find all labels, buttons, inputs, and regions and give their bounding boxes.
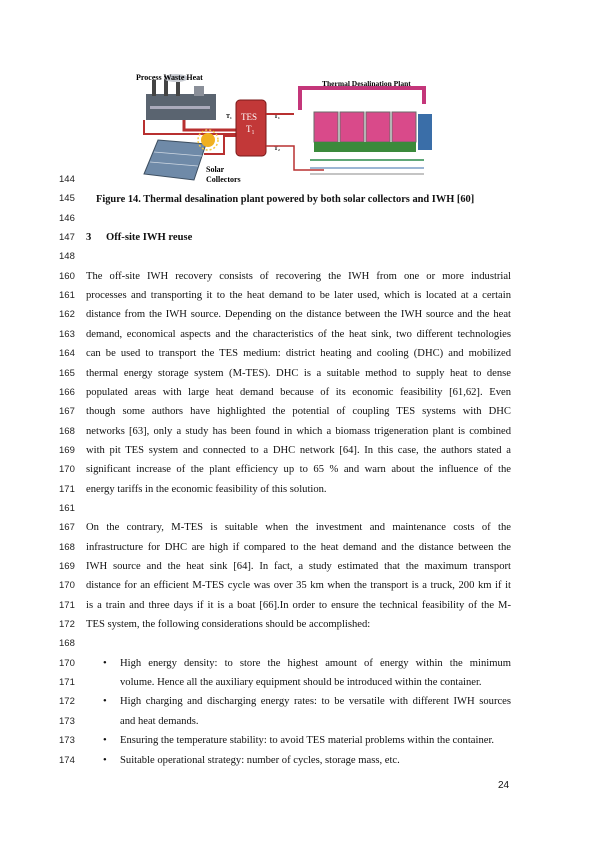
label-t1-left: T₁ bbox=[226, 114, 232, 120]
body-text-line: networks [63], only a study has been found in which a biomass trigeneration plant is combined bbox=[86, 425, 511, 437]
body-text-line: can be used to transport the TES medium: district heating and cooling (DHC) and mobilized bbox=[86, 348, 511, 360]
line-number: 165 bbox=[59, 367, 75, 379]
section-heading bbox=[86, 232, 192, 243]
line-number: 163 bbox=[59, 328, 75, 340]
line-number: 169 bbox=[59, 444, 75, 456]
body-text-line: thermal energy storage system (M-TES). DHC is a suitable method to supply heat to dense bbox=[86, 367, 511, 379]
line-number: 164 bbox=[59, 348, 75, 360]
label-t1-right: T₁ bbox=[274, 114, 280, 120]
line-number: 168 bbox=[59, 541, 75, 553]
body-text-line: distance for an efficient M-TES cycle was over 35 km when the transport is a truck, 200 km if it bbox=[86, 580, 511, 592]
label-thermal-desalination-plant: Thermal Desalination Plant bbox=[322, 79, 411, 88]
body-text-line: The off-site IWH recovery consists of recovering the IWH from one or more industrial bbox=[86, 270, 511, 282]
line-number: 162 bbox=[59, 309, 75, 321]
body-text-line: IWH source and the heat sink [64]. In fact, a study estimated that the maximum transport bbox=[86, 561, 511, 572]
line-number: 170 bbox=[59, 657, 75, 669]
label-t2: T₂ bbox=[274, 146, 280, 152]
line-number: 170 bbox=[59, 464, 75, 476]
body-text-line: On the contrary, M-TES is suitable when the investment and maintenance costs of the bbox=[86, 522, 511, 534]
line-number: 172 bbox=[59, 696, 75, 708]
line-number: 173 bbox=[59, 715, 75, 727]
bullet-text-line: volume. Hence all the auxiliary equipment should be introduced within the container. bbox=[120, 677, 482, 689]
body-text-line: demand, economical aspects and the characteristics of the heat sink, two different technologies bbox=[86, 328, 511, 340]
section-number: 3 bbox=[86, 232, 92, 243]
body-text-line: significant increase of the plant efficiency up to 65 % and warn about the influence of the bbox=[86, 464, 511, 476]
page-number: 24 bbox=[498, 780, 510, 791]
line-number: 144 bbox=[59, 174, 75, 185]
line-number: 171 bbox=[59, 483, 75, 495]
solar-collector-illustration bbox=[144, 140, 206, 180]
bullet-marker: • bbox=[103, 735, 107, 747]
figure-14-diagram bbox=[124, 70, 444, 188]
line-number: 172 bbox=[59, 619, 75, 631]
line-number: 168 bbox=[59, 425, 75, 437]
body-text-line: infrastructure for DHC are high if compared to the heat demand and the distance between the bbox=[86, 541, 511, 553]
body-text-line: is a train and three days if it is a boat [66].In order to ensure the technical feasibility of the M- bbox=[86, 599, 511, 611]
section-title: Off-site IWH reuse bbox=[106, 232, 193, 243]
line-number: 146 bbox=[59, 212, 75, 224]
line-number: 147 bbox=[59, 232, 75, 244]
line-number: 166 bbox=[59, 386, 75, 398]
body-text-line: though some authors have highlighted the potential of coupling TES systems with DHC bbox=[86, 406, 511, 418]
line-number: 160 bbox=[59, 270, 75, 282]
line-number: 171 bbox=[59, 677, 75, 689]
body-text-line: populated areas with large heat demand because of its economic feasibility [61,62]. Even bbox=[86, 386, 511, 398]
bullet-text-line: High energy density: to store the highest amount of energy within the minimum bbox=[120, 657, 511, 669]
label-collectors: Collectors bbox=[206, 175, 241, 184]
line-number: 168 bbox=[59, 638, 75, 650]
line-number: 167 bbox=[59, 522, 75, 534]
label-tes: TES bbox=[241, 112, 258, 122]
bullet-marker: • bbox=[103, 657, 107, 669]
line-number: 173 bbox=[59, 735, 75, 747]
body-text-line: energy tariffs in the economic feasibility of this solution. bbox=[86, 483, 327, 495]
label-process-waste-heat: Process Waste Heat bbox=[136, 73, 203, 82]
label-solar: Solar bbox=[206, 165, 225, 174]
bullet-text-line: High charging and discharging energy rates: to be versatile with different IWH sources bbox=[120, 696, 511, 708]
desalination-plant-illustration bbox=[310, 112, 432, 174]
line-number: 161 bbox=[59, 502, 75, 514]
line-number: 169 bbox=[59, 561, 75, 572]
body-text-line: processes and transporting it to the heat demand to be later used, which is located at a certain bbox=[86, 290, 511, 302]
body-text-line: TES system, the following considerations should be accomplished: bbox=[86, 619, 371, 631]
line-number: 161 bbox=[59, 290, 75, 302]
line-number: 167 bbox=[59, 406, 75, 418]
figure-caption: Figure 14. Thermal desalination plant powered by both solar collectors and IWH [60] bbox=[96, 194, 475, 205]
bullet-marker: • bbox=[103, 696, 107, 708]
bullet-text-line: Suitable operational strategy: number of cycles, storage mass, etc. bbox=[120, 754, 400, 766]
line-number: 145 bbox=[59, 193, 75, 205]
label-tes-t1: T₁ bbox=[246, 124, 255, 134]
body-text-line: distance from the IWH source. Depending on the distance between the IWH source and the heat bbox=[86, 309, 511, 321]
line-number: 171 bbox=[59, 599, 75, 611]
bullet-marker: • bbox=[103, 754, 107, 766]
line-number: 148 bbox=[59, 251, 75, 263]
line-number: 174 bbox=[59, 754, 75, 766]
line-number: 170 bbox=[59, 580, 75, 592]
body-text-line: with pit TES system and connected to a DHC network [64]. In this case, the authors stated a bbox=[86, 444, 511, 456]
bullet-text-line: Ensuring the temperature stability: to avoid TES material problems within the container. bbox=[120, 735, 495, 747]
bullet-text-line: and heat demands. bbox=[120, 715, 199, 727]
